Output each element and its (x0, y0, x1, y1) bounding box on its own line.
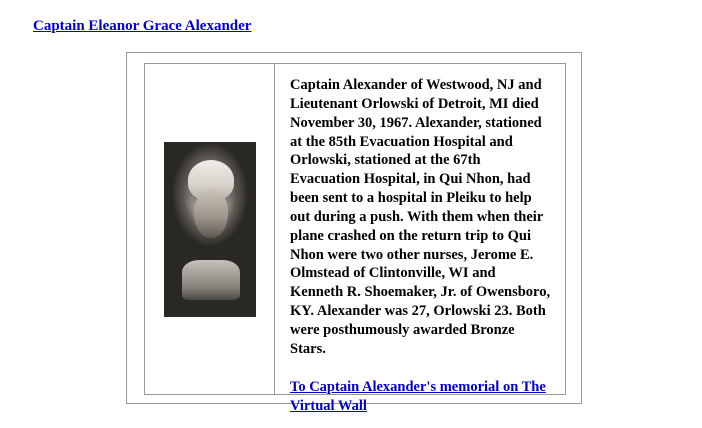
content-frame (126, 52, 582, 414)
text-cell (275, 63, 566, 414)
portrait-photo (164, 142, 256, 317)
biography-paragraph: Captain Alexander of Westwood, NJ and Lieutenant Orlowski of Detroit, MI died November 30, 1967. Alexander, stationed at the 85th Evacuation Hospital and Orlowski, stationed at the 67th Evacuation Hospital, in Qui Nhon, had been sent to a hospital in Pleiku to help out during a push. With them when their plane crashed on the return trip to Qui Nhon were two other nurses, Jerome E. Olmstead of Clintonville, WI and Kenneth R. Shoemaker, Jr. of Owensboro, KY. Alexander was 27, Orlowski 23. Both were posthumously awarded Bronze Stars. (290, 77, 551, 357)
memorial-link[interactable]: To Captain Alexander's memorial on The Virtual Wall (290, 378, 546, 414)
content-grid (144, 63, 566, 414)
photo-cell (144, 63, 275, 395)
portrait-face (194, 190, 228, 238)
page-title-link[interactable]: Captain Eleanor Grace Alexander (33, 18, 252, 34)
